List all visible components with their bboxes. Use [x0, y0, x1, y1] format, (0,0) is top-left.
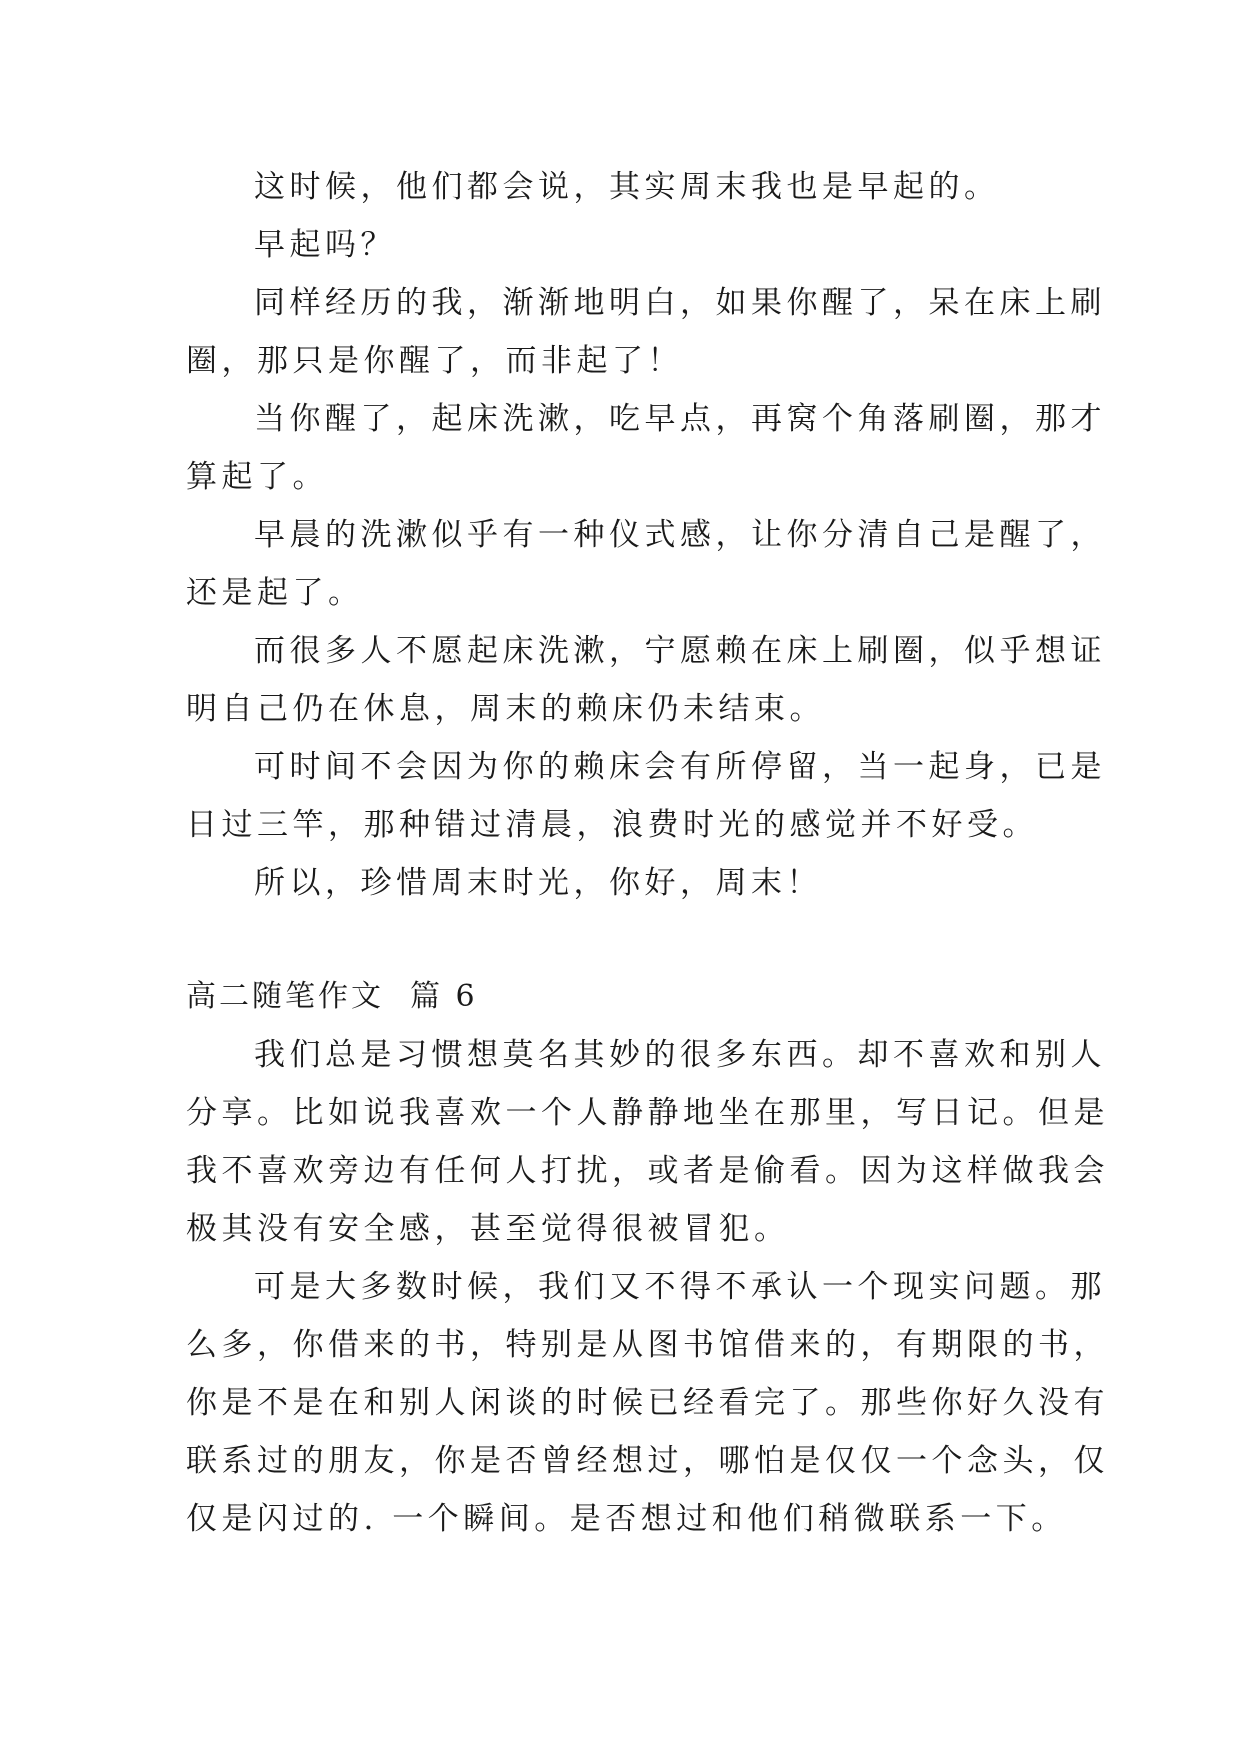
section-number: 篇 6 [410, 979, 478, 1014]
paragraph-line: 你是不是在和别人闲谈的时候已经看完了。那些你好久没有 [186, 1385, 1109, 1421]
paragraph-line: 还是起了。 [186, 575, 364, 611]
paragraph-line: 明自己仍在休息，周末的赖床仍未结束。 [186, 691, 825, 727]
section-title: 高二随笔作文 [186, 979, 384, 1014]
essay-5-ending [186, 158, 1106, 912]
paragraph-line: 这时候，他们都会说，其实周末我也是早起的。 [254, 169, 1000, 205]
paragraph-line: 仅是闪过的. 一个瞬间。是否想过和他们稍微联系一下。 [186, 1501, 1067, 1537]
paragraph-line: 日过三竿，那种错过清晨，浪费时光的感觉并不好受。 [186, 807, 1038, 843]
paragraph-line: 联系过的朋友，你是否曾经想过，哪怕是仅仅一个念头，仅 [186, 1443, 1109, 1479]
paragraph-line: 早晨的洗漱似乎有一种仪式感，让你分清自己是醒了， [254, 517, 1106, 553]
paragraph-line: 我不喜欢旁边有任何人打扰，或者是偷看。因为这样做我会 [186, 1153, 1109, 1189]
paragraph-line: 早起吗？ [254, 227, 396, 263]
paragraph-line: 算起了。 [186, 459, 328, 495]
paragraph-line: 可是大多数时候，我们又不得不承认一个现实问题。那 [254, 1269, 1106, 1305]
paragraph-line: 可时间不会因为你的赖床会有所停留，当一起身，已是 [254, 749, 1106, 785]
paragraph-line: 分享。比如说我喜欢一个人静静地坐在那里，写日记。但是 [186, 1095, 1109, 1131]
paragraph-line: 极其没有安全感，甚至觉得很被冒犯。 [186, 1211, 790, 1247]
essay-6-body [186, 1026, 1109, 1548]
paragraph-line: 圈，那只是你醒了，而非起了！ [186, 343, 683, 379]
paragraph-line: 而很多人不愿起床洗漱，宁愿赖在床上刷圈，似乎想证 [254, 633, 1106, 669]
paragraph-line: 我们总是习惯想莫名其妙的很多东西。却不喜欢和别人 [254, 1037, 1106, 1073]
section-heading [186, 975, 478, 1019]
paragraph-line: 同样经历的我，渐渐地明白，如果你醒了，呆在床上刷 [254, 285, 1106, 321]
paragraph-line: 所以，珍惜周末时光，你好，周末！ [254, 865, 822, 901]
paragraph-line: 当你醒了，起床洗漱，吃早点，再窝个角落刷圈，那才 [254, 401, 1106, 437]
paragraph-line: 么多，你借来的书，特别是从图书馆借来的，有期限的书， [186, 1327, 1109, 1363]
